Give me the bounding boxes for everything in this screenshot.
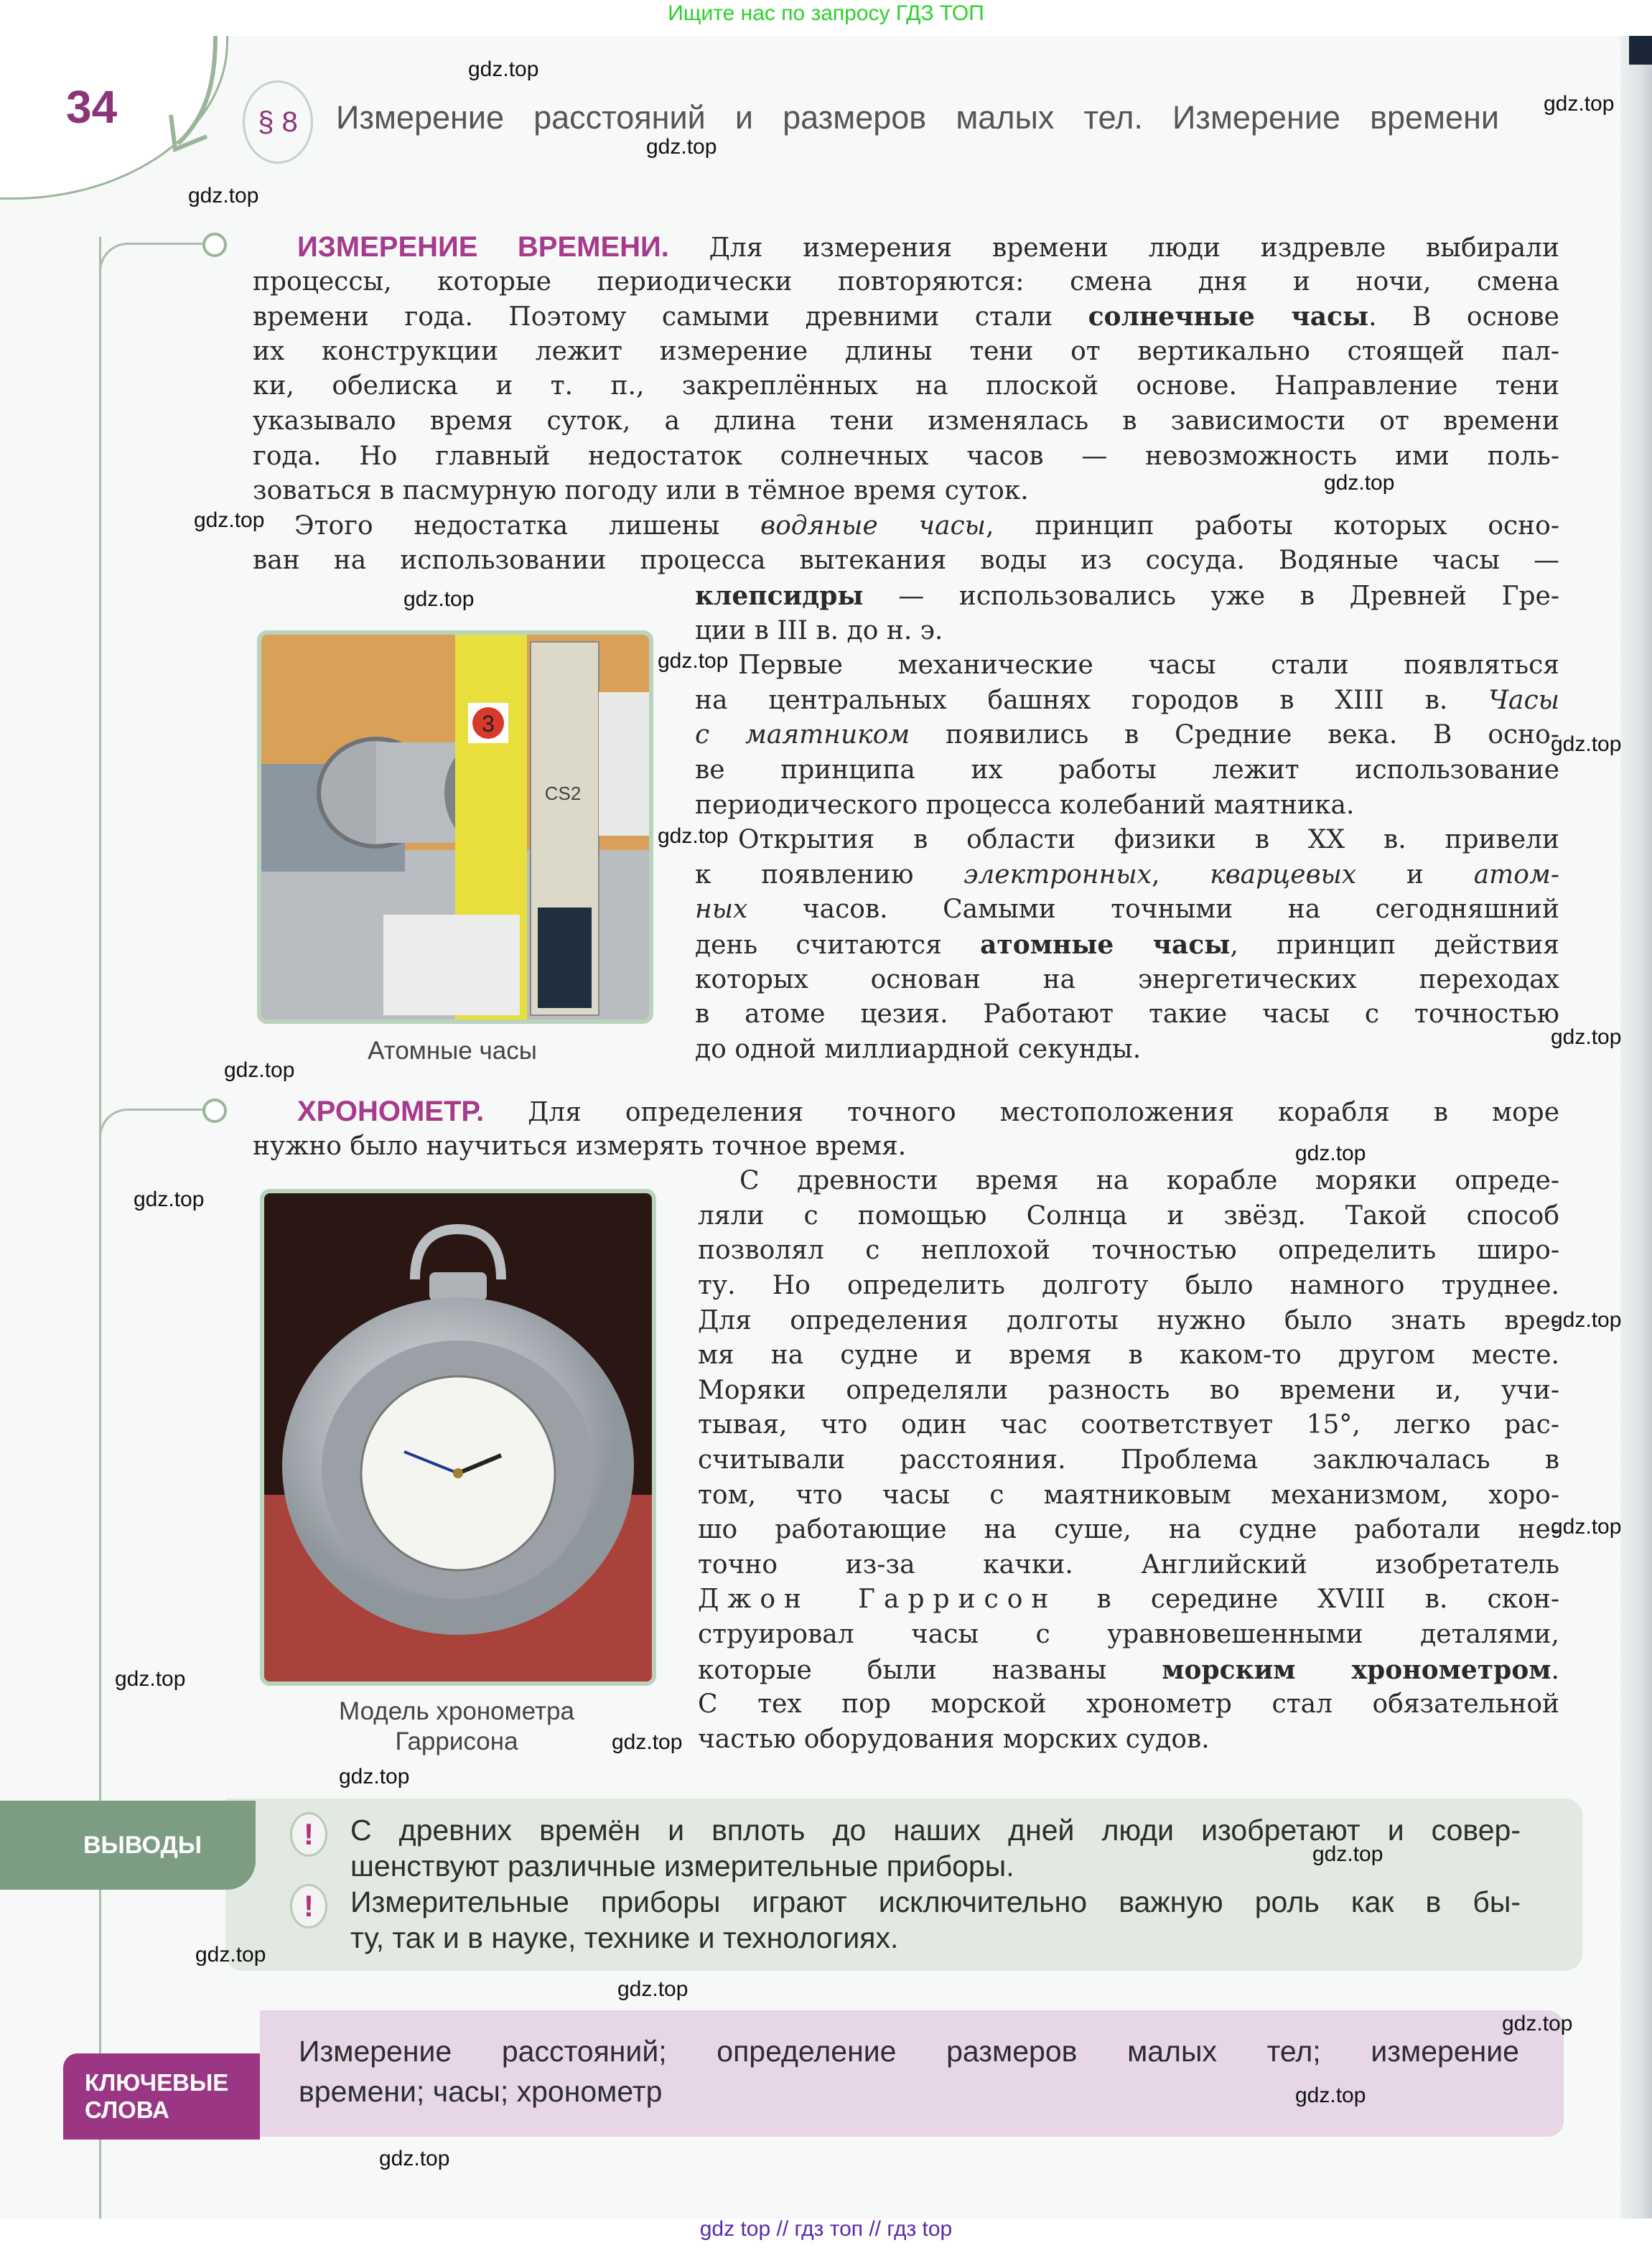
watermark: gdz.top — [1324, 471, 1395, 495]
text-span: Открытия в области физики в XX в. привели — [738, 825, 1559, 855]
keywords-label-line2: СЛОВА — [85, 2096, 169, 2123]
text-span: Этого недостатка лишены — [294, 510, 761, 541]
margin-node — [202, 1098, 227, 1123]
bold-term: морским хронометром — [1162, 1654, 1551, 1685]
watermark: gdz.top — [1502, 2012, 1573, 2035]
text-line — [738, 648, 1559, 683]
text-line — [297, 1094, 1559, 1130]
text-span: Первые механические часы стали появляться — [738, 650, 1559, 681]
section-badge: § 8 — [243, 80, 313, 164]
text-line — [698, 1478, 1559, 1513]
text-line — [695, 788, 1354, 823]
text-span: , — [1151, 859, 1210, 890]
text-line — [698, 1582, 1559, 1617]
text-line — [695, 997, 1559, 1032]
text-span: . — [1551, 1655, 1559, 1685]
text-line — [253, 404, 1559, 439]
text-line — [253, 544, 1559, 578]
page-number: 34 — [66, 81, 118, 133]
text-span: часов. Самыми точными на сегодняшний — [747, 895, 1559, 925]
text-span: ции в III в. до н. э. — [695, 615, 943, 645]
text-line — [698, 1548, 1559, 1582]
text-span: день считаются — [695, 930, 981, 960]
exclamation-icon: ! — [290, 1812, 327, 1857]
text-span: периодического процесса колебаний маятника. — [695, 790, 1355, 820]
watermark: gdz.top — [224, 1058, 295, 1082]
italic-term: атом- — [1473, 859, 1559, 890]
text-line — [698, 1338, 1559, 1373]
text-line — [695, 684, 1559, 718]
watermark: gdz.top — [1551, 1308, 1622, 1332]
text-span: которые были названы — [698, 1655, 1162, 1685]
conclusion-line: ту, так и в науке, технике и технологиях. — [350, 1921, 899, 1954]
italic-term: кварцевых — [1210, 859, 1357, 890]
bold-term: клепсидры — [695, 581, 864, 611]
text-line — [253, 265, 1559, 299]
keywords-box — [260, 2010, 1564, 2137]
section-title: Измерение расстояний и размеров малых тел. Измерение времени — [336, 99, 1499, 136]
chronometer-caption-line1: Модель хронометра — [339, 1697, 574, 1725]
watermark: gdz.top — [1551, 1515, 1622, 1539]
text-span: и — [1356, 859, 1474, 890]
text-line — [253, 439, 1559, 474]
watermark: gdz.top — [134, 1188, 205, 1211]
bold-term: солнечные часы — [1088, 302, 1369, 332]
text-line — [294, 509, 1559, 544]
text-span: точно из-за качки. Английский изобретатель — [698, 1549, 1559, 1580]
text-span: С тех пор морской хронометр стал обязательной — [698, 1689, 1559, 1720]
text-line — [698, 1199, 1559, 1233]
keywords-line: Измерение расстояний; определение размеров малых тел; измерение — [299, 2035, 1519, 2068]
text-span: шо работающие на суше, на судне работали не- — [698, 1515, 1559, 1545]
text-line — [698, 1653, 1559, 1688]
watermark: gdz.top — [612, 1730, 683, 1754]
keywords-label-line1: КЛЮЧЕВЫЕ — [85, 2069, 229, 2096]
watermark: gdz.top — [1551, 732, 1622, 756]
arrow-down-icon — [165, 36, 237, 158]
text-line — [253, 1129, 906, 1164]
watermark: gdz.top — [194, 508, 265, 532]
text-line — [698, 1513, 1559, 1547]
text-line — [695, 858, 1559, 892]
text-span: том, что часы с маятниковым механизмом, хоро- — [698, 1480, 1559, 1510]
watermark: gdz.top — [1544, 92, 1615, 116]
margin-branch — [99, 243, 209, 288]
italic-term: электронных — [963, 859, 1152, 890]
keywords-line: времени; часы; хронометр — [299, 2075, 663, 2108]
watermark: gdz.top — [379, 2147, 450, 2170]
text-span: частью оборудования морских судов. — [698, 1724, 1210, 1754]
text-span: которых основан на энергетических переходах — [695, 964, 1559, 994]
watermark: gdz.top — [658, 649, 729, 673]
text-line — [698, 1618, 1559, 1652]
margin-branch — [99, 1109, 209, 1154]
text-line — [695, 1032, 1141, 1067]
text-line — [698, 1687, 1559, 1722]
text-line — [698, 1722, 1210, 1757]
page-edge-dark — [1629, 36, 1652, 65]
bold-term: атомные часы — [980, 930, 1231, 960]
text-span: С древности время на корабле моряки опреде- — [739, 1166, 1559, 1196]
text-line — [698, 1443, 1559, 1478]
text-span: Для измерения времени люди издревле выбирали — [668, 233, 1559, 263]
text-span: струировал часы с уравновешенными деталями, — [698, 1620, 1559, 1649]
text-line — [253, 474, 1029, 508]
text-span: нужно было научиться измерять точное время. — [253, 1131, 907, 1161]
text-span: в атоме цезия. Работают такие часы с точностью — [695, 999, 1559, 1030]
text-span: ки, обелиска и т. п., закреплённых на плоской основе. Направление тени — [253, 371, 1559, 401]
page-edge — [1620, 36, 1652, 2219]
italic-term: ных — [695, 895, 748, 925]
text-span: , принцип работы которых осно- — [986, 510, 1559, 541]
text-span: Для определения точного местоположения корабля в море — [484, 1098, 1559, 1127]
text-span: Для определения долготы нужно было знать вре- — [698, 1305, 1559, 1335]
photo-label-cs: CS2 — [544, 783, 582, 804]
text-span: появились в Средние века. В осно- — [910, 720, 1559, 750]
text-span: позволял с неплохой точностью определить широ- — [698, 1236, 1559, 1266]
margin-node — [202, 233, 227, 257]
watermark: gdz.top — [1295, 1142, 1366, 1165]
text-span: зоваться в пасмурную погоду или в тёмное время суток. — [253, 476, 1029, 506]
text-line — [695, 963, 1559, 997]
text-span: ве принципа их работы лежит использование — [695, 755, 1559, 785]
watermark: gdz.top — [403, 587, 475, 611]
text-span: их конструкции лежит измерение длины тени от вертикально стоящей пал- — [253, 336, 1559, 366]
text-span: времени года. Поэтому самыми древними стали — [253, 302, 1088, 332]
text-line — [698, 1408, 1559, 1442]
text-span: тывая, что один час соответствует 15°, легко рас- — [698, 1410, 1559, 1440]
text-span: мя на судне и время в каком-то другом месте. — [698, 1340, 1559, 1371]
text-line — [695, 928, 1559, 963]
text-line — [253, 335, 1559, 369]
text-span: ляли с помощью Солнца и звёзд. Такой способ — [698, 1200, 1559, 1231]
text-span: — использовались уже в Древней Гре- — [863, 582, 1559, 611]
chronometer-caption-line2: Гаррисона — [395, 1727, 518, 1755]
text-span: ту. Но определить долготу было намного труднее. — [698, 1271, 1559, 1300]
text-span: Моряки определяли разность во времени и, учи- — [698, 1375, 1559, 1405]
text-line — [739, 1164, 1559, 1198]
text-span: на центральных башнях городов в XIII в. — [695, 685, 1489, 715]
text-span: процессы, которые периодически повторяются: смена дня и ночи, смена — [253, 266, 1559, 297]
watermark: gdz.top — [1551, 1025, 1622, 1049]
text-span: в середине XVIII в. скон- — [1057, 1585, 1559, 1615]
text-line — [698, 1304, 1559, 1338]
search-banner[interactable]: Ищите нас по запросу ГДЗ ТОП — [668, 1, 984, 25]
atomic-clock-photo — [257, 630, 653, 1024]
text-line — [695, 614, 943, 648]
watermark: gdz.top — [195, 1943, 266, 1967]
subheading: ИЗМЕРЕНИЕ ВРЕМЕНИ. — [297, 231, 669, 263]
atomic-clock-caption: Атомные часы — [368, 1037, 537, 1065]
watermark: gdz.top — [1295, 2084, 1366, 2107]
watermark: gdz.top — [115, 1667, 186, 1691]
keywords-label — [63, 2053, 260, 2140]
text-line — [297, 230, 1559, 266]
watermark: gdz.top — [658, 824, 729, 848]
conclusion-line: С древних времён и вплоть до наших дней люди изобретают и совер- — [350, 1814, 1521, 1847]
watermark: gdz.top — [339, 1765, 410, 1788]
text-span: указывало время суток, а длина тени изменялась в зависимости от времени — [253, 406, 1559, 436]
conclusions-label: ВЫВОДЫ — [0, 1801, 256, 1890]
text-line — [695, 718, 1559, 752]
text-line — [253, 299, 1559, 335]
text-span: года. Но главный недостаток солнечных часов — невозможность ими поль- — [253, 441, 1559, 471]
margin-line — [99, 237, 101, 2219]
text-line — [695, 753, 1559, 788]
text-span: ван на использовании процесса вытекания воды из сосуда. Водяные часы — — [253, 546, 1559, 576]
text-span: . В основе — [1368, 302, 1559, 332]
text-span: до одной миллиардной секунды. — [695, 1034, 1142, 1064]
watermark: gdz.top — [646, 135, 717, 159]
text-line — [738, 823, 1559, 857]
footer-links[interactable]: gdz top // гдз топ // гдз top — [699, 2217, 953, 2241]
subheading: ХРОНОМЕТР. — [297, 1096, 485, 1127]
text-line — [698, 1373, 1559, 1408]
photo-label-number: 3 — [482, 711, 495, 737]
conclusion-line: Измерительные приборы играют исключительно важную роль как в бы- — [350, 1885, 1521, 1918]
watermark: gdz.top — [617, 1977, 689, 2001]
text-span: , принцип действия — [1230, 930, 1560, 960]
text-line — [698, 1269, 1559, 1303]
watermark: gdz.top — [188, 184, 259, 207]
text-span: считывали расстояния. Проблема заключалась в — [698, 1445, 1559, 1475]
text-line — [698, 1233, 1559, 1268]
chronometer-photo — [260, 1189, 656, 1686]
italic-term: с маятником — [695, 720, 910, 750]
exclamation-icon: ! — [290, 1884, 327, 1928]
conclusion-line: шенствуют различные измерительные приборы. — [350, 1849, 1014, 1883]
watermark: gdz.top — [1312, 1842, 1383, 1866]
spaced-name: Джон Гаррисон — [698, 1585, 1058, 1615]
text-line — [695, 892, 1559, 927]
italic-term: водяные часы — [760, 510, 986, 541]
watermark: gdz.top — [468, 57, 539, 81]
text-line — [253, 369, 1559, 404]
text-line — [695, 579, 1559, 614]
text-span: к появлению — [695, 859, 964, 890]
italic-term: Часы — [1488, 685, 1559, 715]
